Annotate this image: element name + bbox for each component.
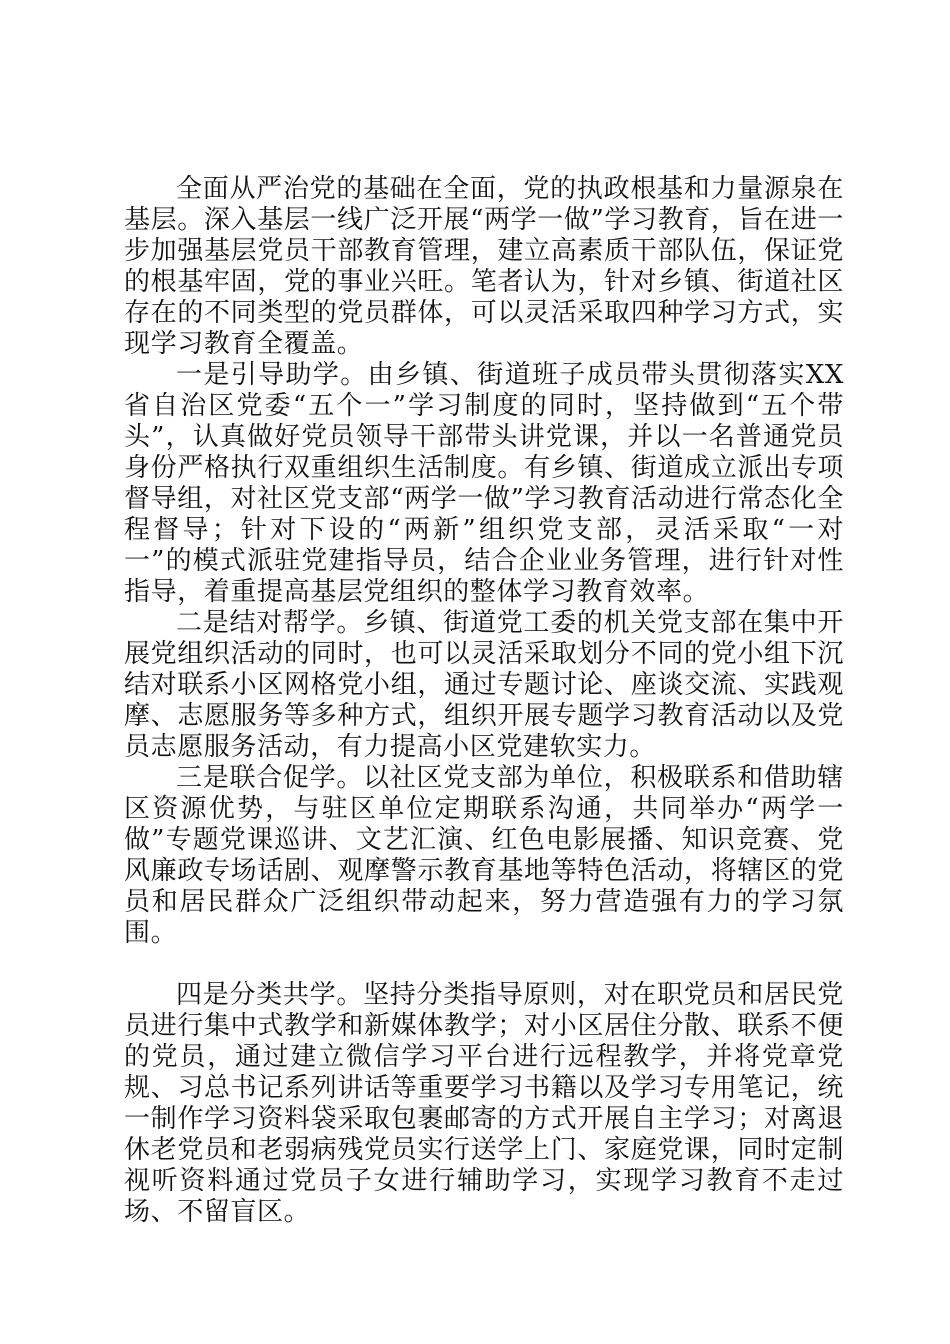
paragraph-intro: 全面从严治党的基础在全面，党的执政根基和力量源泉在基层。深入基层一线广泛开展“两学一做”学习教育，旨在进一步加强基层党员干部教育管理，建立高素质干部队伍，保证党的根基牢固，党的事业兴旺。笔者认为，针对乡镇、街道社区存在的不同类型的党员群体，可以灵活采取四种学习方式，实现学习教育全覆盖。 [124,174,844,359]
document-body [124,174,844,1228]
paragraph-guide-study: 一是引导助学。由乡镇、街道班子成员带头贯彻落实XX省自治区党委“五个一”学习制度的同时，坚持做到“五个带头”，认真做好党员领导干部带头讲党课，并以一名普通党员身份严格执行双重组织生活制度。有乡镇、街道成立派出专项督导组，对社区党支部“两学一做”学习教育活动进行常态化全程督导；针对下设的“两新”组织党支部，灵活采取“一对一”的模式派驻党建指导员，结合企业业务管理，进行针对性指导，着重提高基层党组织的整体学习教育效率。 [124,360,844,607]
paragraph-joint-study: 三是联合促学。以社区党支部为单位，积极联系和借助辖区资源优势，与驻区单位定期联系沟通，共同举办“两学一做”专题党课巡讲、文艺汇演、红色电影展播、知识竞赛、党风廉政专场话剧、观摩警示教育基地等特色活动，将辖区的党员和居民群众广泛组织带动起来，努力营造强有力的学习氛围。 [124,763,844,948]
paragraph-category-study: 四是分类共学。坚持分类指导原则，对在职党员和居民党员进行集中式教学和新媒体教学；对小区居住分散、联系不便的党员，通过建立微信学习平台进行远程教学，并将党章党规、习总书记系列讲话等重要学习书籍以及学习专用笔记，统一制作学习资料袋采取包裹邮寄的方式开展自主学习；对离退休老党员和老弱病残党员实行送学上门、家庭党课，同时定制视听资料通过党员子女进行辅助学习，实现学习教育不走过场、不留盲区。 [124,980,844,1227]
paragraph-pair-study: 二是结对帮学。乡镇、街道党工委的机关党支部在集中开展党组织活动的同时，也可以灵活采取划分不同的党小组下沉结对联系小区网格党小组，通过专题讨论、座谈交流、实践观摩、志愿服务等多种方式，组织开展专题学习教育活动以及党员志愿服务活动，有力提高小区党建软实力。 [124,608,844,762]
